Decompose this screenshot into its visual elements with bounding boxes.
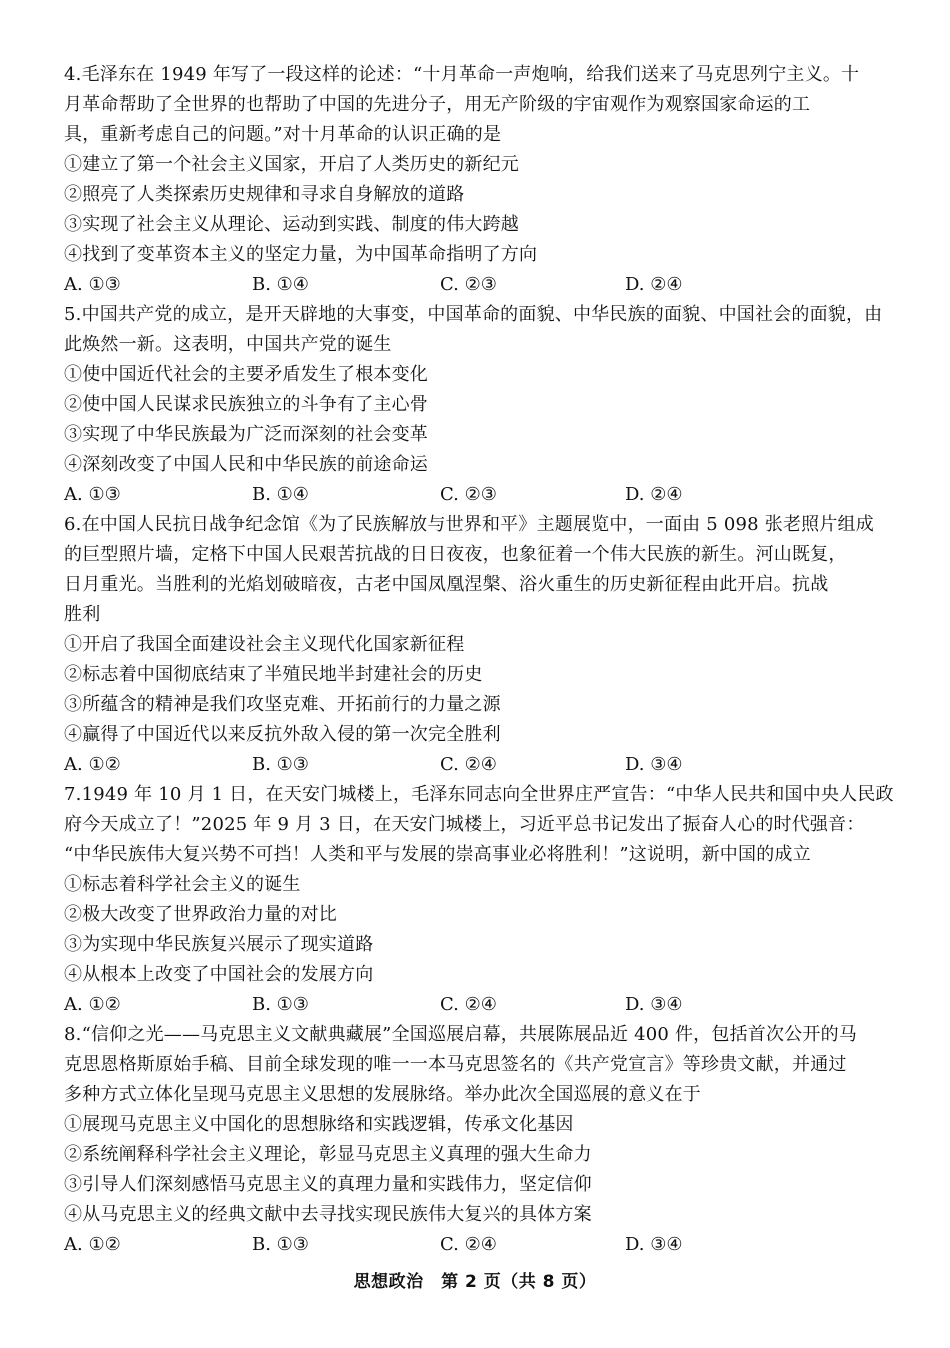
statement-item: ②照亮了人类探索历史规律和寻求自身解放的道路 (64, 184, 465, 205)
question-stem-line: 月革命帮助了全世界的也帮助了中国的先进分子，用无产阶级的宇宙观作为观察国家命运的工 (64, 94, 811, 115)
choice-d: D. ③④ (625, 1234, 683, 1255)
choice-a: A. ①③ (64, 484, 121, 505)
question-6 (64, 510, 874, 780)
question-stem-line: 7.1949 年 10 月 1 日，在天安门城楼上，毛泽东同志向全世界庄严宣告：“中华人民共和国中央人民政 (64, 784, 894, 805)
choice-c: C. ②③ (440, 484, 497, 505)
statement-item: ④赢得了中国近代以来反抗外敌入侵的第一次完全胜利 (64, 724, 501, 745)
question-4 (64, 60, 864, 300)
question-stem-line: 此焕然一新。这表明，中国共产党的诞生 (64, 334, 392, 355)
question-stem-line: 府今天成立了！”2025 年 9 月 3 日，在天安门城楼上，习近平总书记发出了振奋人心的时代强音： (64, 814, 865, 835)
statement-item: ④找到了变革资本主义的坚定力量，为中国革命指明了方向 (64, 244, 538, 265)
statement-item: ④从根本上改变了中国社会的发展方向 (64, 964, 374, 985)
question-stem-line: 5.中国共产党的成立，是开天辟地的大事变，中国革命的面貌、中华民族的面貌、中国社会的面貌，由 (64, 304, 883, 325)
question-stem-line: 克思恩格斯原始手稿、目前全球发现的唯一一本马克思签名的《共产党宣言》等珍贵文献，并通过 (64, 1054, 847, 1075)
question-stem-line: “中华民族伟大复兴势不可挡！人类和平与发展的崇高事业必将胜利！”这说明，新中国的成立 (64, 844, 811, 865)
choice-c: C. ②④ (440, 1234, 497, 1255)
statement-item: ③引导人们深刻感悟马克思主义的真理力量和实践伟力，坚定信仰 (64, 1174, 592, 1195)
statement-item: ③所蕴含的精神是我们攻坚克难、开拓前行的力量之源 (64, 694, 501, 715)
answer-choices (64, 480, 864, 510)
exam-page (64, 60, 894, 1260)
choice-c: C. ②④ (440, 994, 497, 1015)
statement-item: ②极大改变了世界政治力量的对比 (64, 904, 337, 925)
question-5 (64, 300, 883, 510)
question-stem-line: 8.“信仰之光——马克思主义文献典藏展”全国巡展启幕，共展陈展品近 400 件，包括首次公开的马 (64, 1024, 857, 1045)
statement-item: ④深刻改变了中国人民和中华民族的前途命运 (64, 454, 428, 475)
choice-d: D. ②④ (625, 484, 683, 505)
statement-item: ④从马克思主义的经典文献中去寻找实现民族伟大复兴的具体方案 (64, 1204, 592, 1225)
choice-d: D. ②④ (625, 274, 683, 295)
statement-item: ①开启了我国全面建设社会主义现代化国家新征程 (64, 634, 465, 655)
question-stem-line: 6.在中国人民抗日战争纪念馆《为了民族解放与世界和平》主题展览中，一面由 5 098 张老照片组成 (64, 514, 874, 535)
statement-item: ②系统阐释科学社会主义理论，彰显马克思主义真理的强大生命力 (64, 1144, 592, 1165)
choice-d: D. ③④ (625, 994, 683, 1015)
statement-item: ①标志着科学社会主义的诞生 (64, 874, 301, 895)
question-stem-line: 的巨型照片墙，定格下中国人民艰苦抗战的日日夜夜，也象征着一个伟大民族的新生。河山既复， (64, 544, 847, 565)
statement-item: ③实现了社会主义从理论、运动到实践、制度的伟大跨越 (64, 214, 519, 235)
statement-item: ①建立了第一个社会主义国家，开启了人类历史的新纪元 (64, 154, 519, 175)
question-8 (64, 1020, 864, 1260)
answer-choices (64, 750, 864, 780)
choice-d: D. ③④ (625, 754, 683, 775)
choice-b: B. ①③ (252, 754, 309, 775)
answer-choices (64, 1230, 864, 1260)
page-footer: 思想政治 第 2 页（共 8 页） (353, 1272, 597, 1292)
question-stem-line: 具，重新考虑自己的问题。”对十月革命的认识正确的是 (64, 124, 502, 145)
statement-item: ①展现马克思主义中国化的思想脉络和实践逻辑，传承文化基因 (64, 1114, 574, 1135)
choice-c: C. ②④ (440, 754, 497, 775)
question-7 (64, 780, 894, 1020)
question-stem-line: 4.毛泽东在 1949 年写了一段这样的论述：“十月革命一声炮响，给我们送来了马克思列宁主义。十 (64, 64, 860, 85)
choice-a: A. ①③ (64, 274, 121, 295)
statement-item: ②标志着中国彻底结束了半殖民地半封建社会的历史 (64, 664, 483, 685)
question-stem-line: 日月重光。当胜利的光焰划破暗夜，古老中国凤凰涅槃、浴火重生的历史新征程由此开启。抗战 (64, 574, 829, 595)
choice-b: B. ①③ (252, 1234, 309, 1255)
question-stem-line: 多种方式立体化呈现马克思主义思想的发展脉络。举办此次全国巡展的意义在于 (64, 1084, 701, 1105)
choice-a: A. ①② (64, 1234, 121, 1255)
answer-choices (64, 270, 864, 300)
choice-a: A. ①② (64, 754, 121, 775)
choice-b: B. ①③ (252, 994, 309, 1015)
statement-item: ③为实现中华民族复兴展示了现实道路 (64, 934, 374, 955)
question-stem-line: 胜利 (64, 604, 101, 625)
statement-item: ②使中国人民谋求民族独立的斗争有了主心骨 (64, 394, 428, 415)
choice-a: A. ①② (64, 994, 121, 1015)
choice-b: B. ①④ (252, 484, 309, 505)
statement-item: ①使中国近代社会的主要矛盾发生了根本变化 (64, 364, 428, 385)
choice-b: B. ①④ (252, 274, 309, 295)
answer-choices (64, 990, 864, 1020)
statement-item: ③实现了中华民族最为广泛而深刻的社会变革 (64, 424, 428, 445)
choice-c: C. ②③ (440, 274, 497, 295)
